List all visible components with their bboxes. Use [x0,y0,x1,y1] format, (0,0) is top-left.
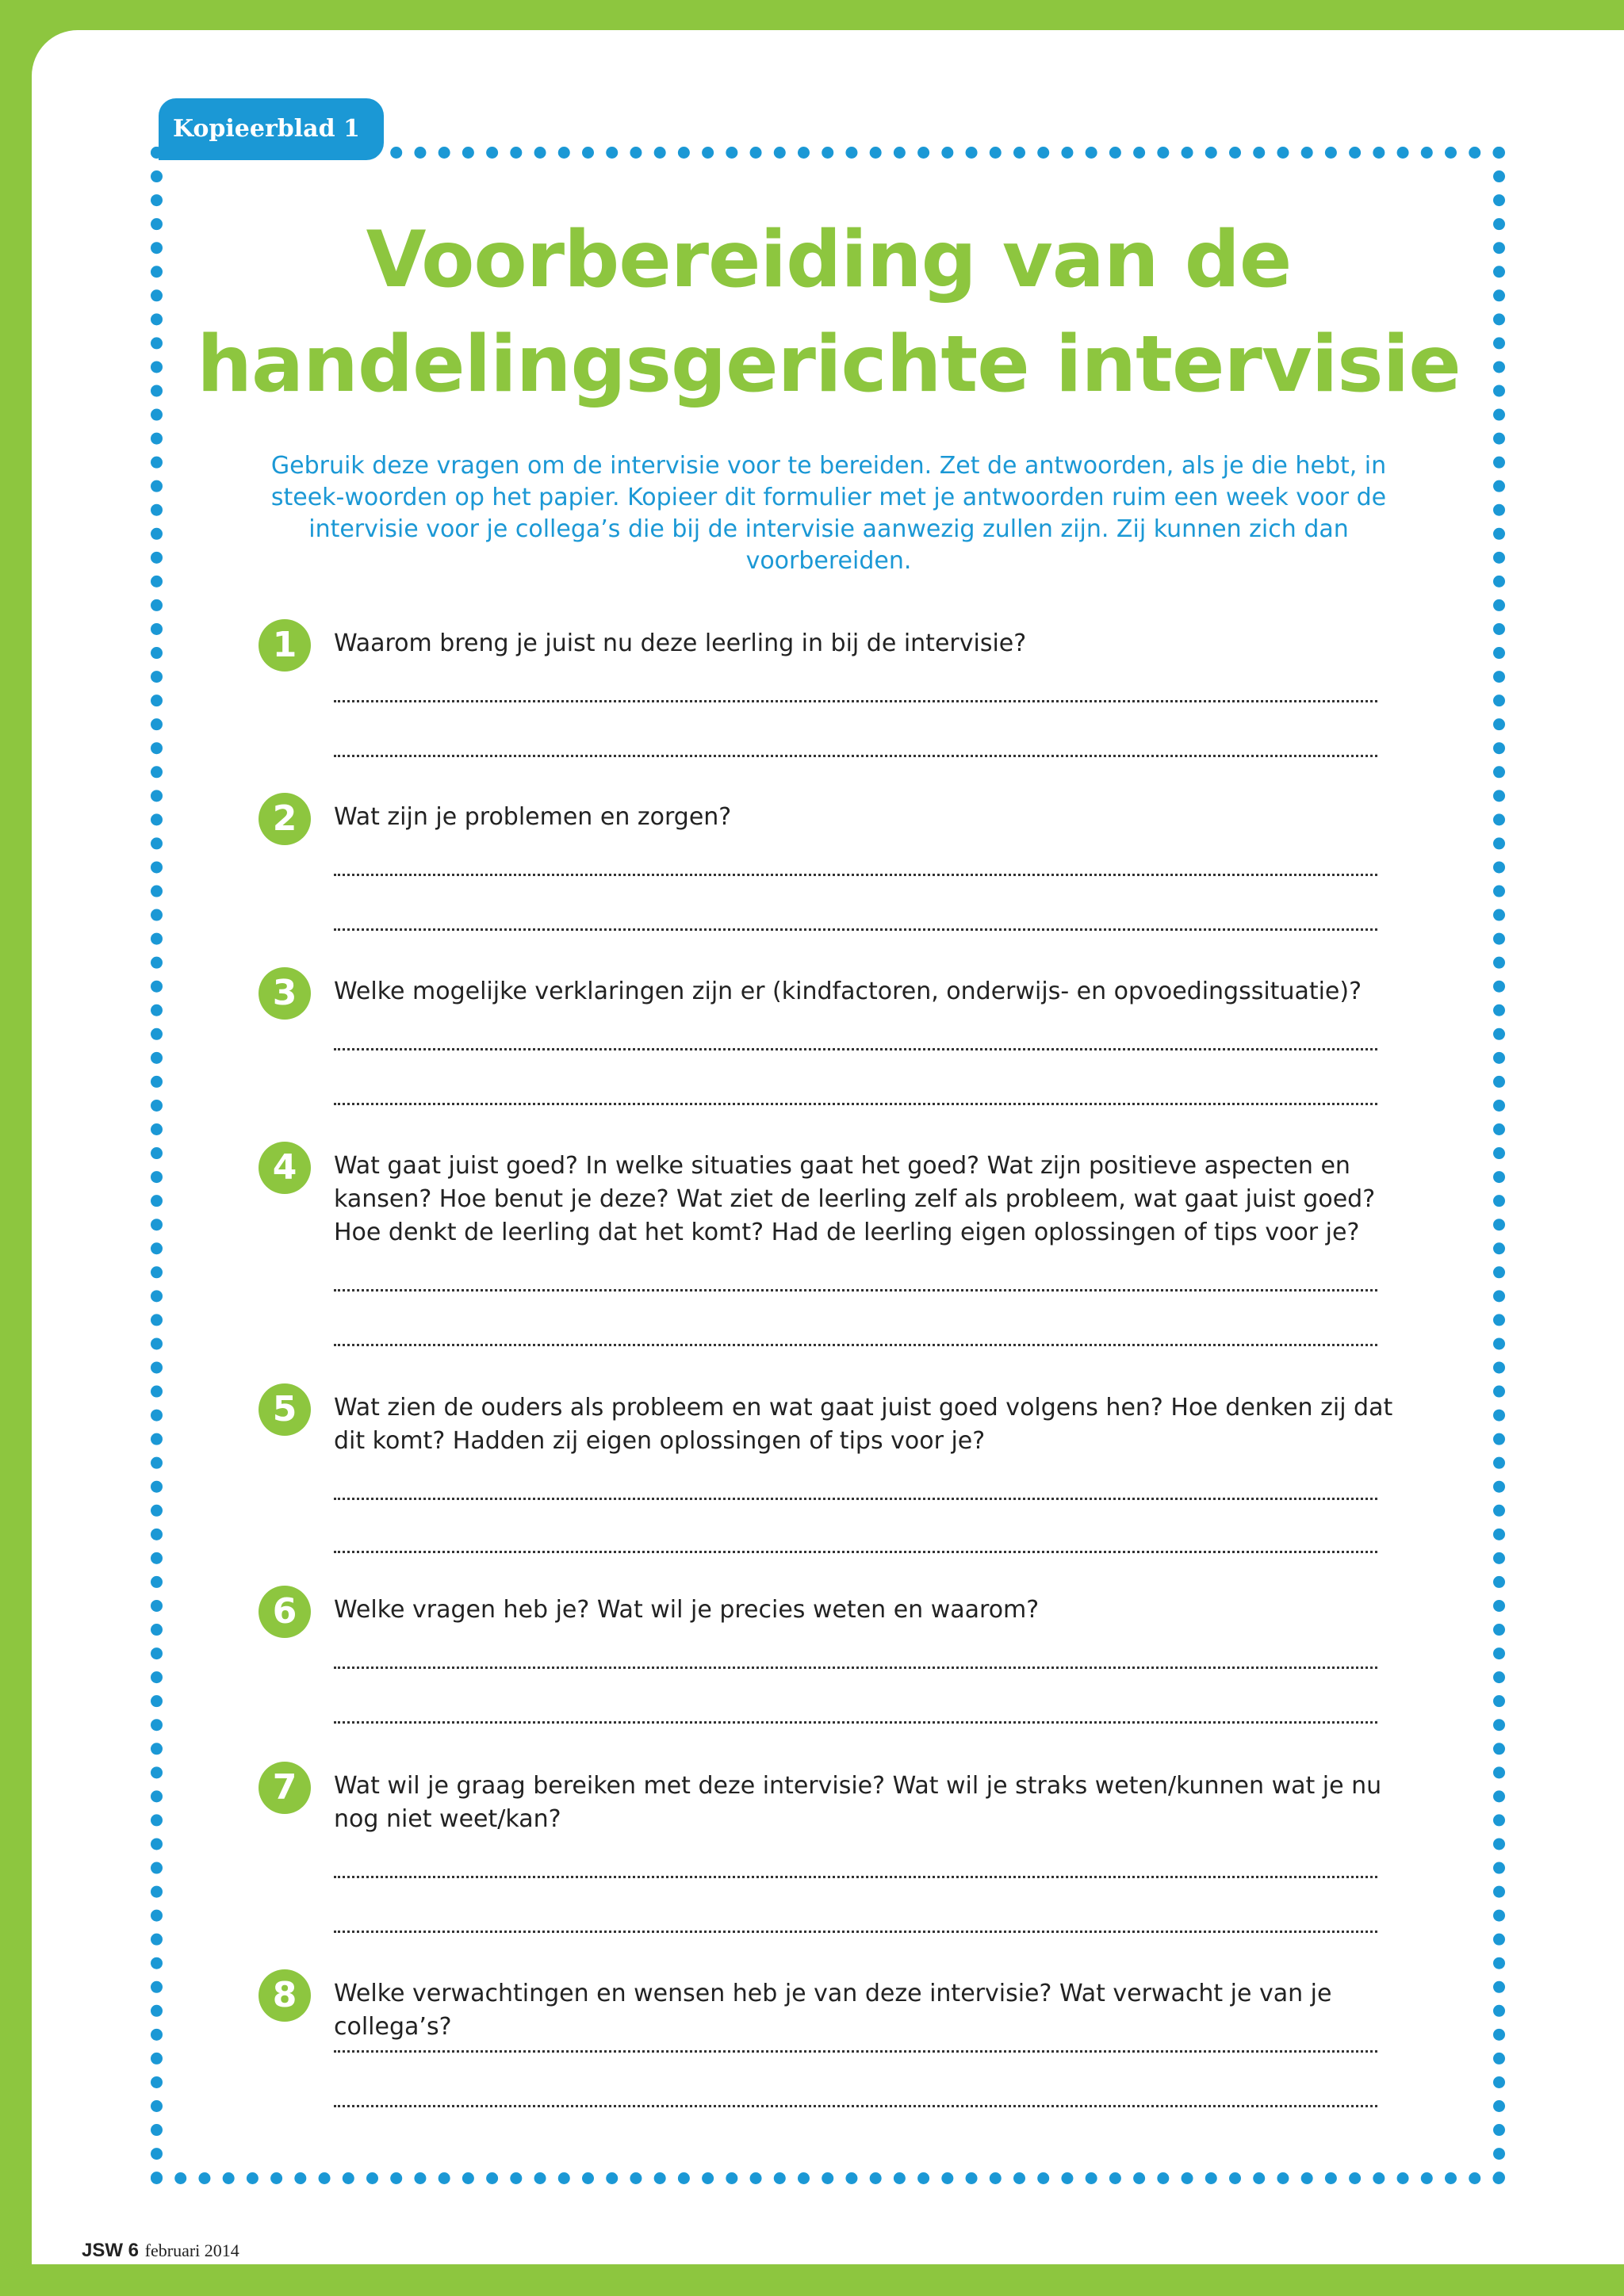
question-number: 3 [259,967,311,1020]
question-text: Wat zijn je problemen en zorgen? [334,803,732,831]
page-title: Voorbereiding van de handelingsgerichte intervisie [197,215,1461,410]
answer-line[interactable] [334,1048,1377,1050]
answer-line[interactable] [334,1876,1377,1878]
magazine-name: JSW 6 [82,2240,140,2261]
question-number: 7 [259,1762,311,1814]
intro-text: Gebruik deze vragen om de intervisie voor te bereiden. Zet de antwoorden, als je die hebt, in steek-woorden op het papier. Kopieer dit formulier met je antwoorden ruim een week voor de intervisie voor je collega’s die bij de intervisie aanwezig zullen zijn. Zij kunnen zich dan voorbereiden. [270,452,1387,575]
question-number: 4 [259,1142,311,1194]
question-text: Wat gaat juist goed? In welke situaties gaat het goed? Wat zijn positieve aspecten en kansen? Hoe benut je deze? Wat ziet de leerling zelf als probleem, wat gaat juist goed? Hoe denkt de leerling dat het komt? Had de leerling eigen oplossingen of tips voor je? [334,1152,1376,1246]
page-number: 26 [32,2232,70,2263]
answer-line[interactable] [334,700,1377,702]
question-number: 8 [259,1969,311,2022]
answer-line[interactable] [334,755,1377,757]
answer-line[interactable] [334,1498,1377,1500]
answer-line[interactable] [334,874,1377,876]
footer-magazine [82,2239,239,2262]
question-number: 2 [259,793,311,845]
answer-line[interactable] [334,1344,1377,1346]
answer-line[interactable] [334,2050,1377,2053]
question-text: Welke mogelijke verklaringen zijn er (kindfactoren, onderwijs- en opvoedingssituatie)? [334,978,1362,1005]
question-text: Wat wil je graag bereiken met deze intervisie? Wat wil je straks weten/kunnen wat je nu nog niet weet/kan? [334,1772,1382,1833]
question-text: Wat zien de ouders als probleem en wat gaat juist goed volgens hen? Hoe denken zij dat dit komt? Hadden zij eigen oplossingen of tips voor je? [334,1394,1393,1455]
question-text: Welke verwachtingen en wensen heb je van deze intervisie? Wat verwacht je van je collega’s? [334,1980,1332,2041]
question-number: 5 [259,1383,311,1436]
kopieerblad-tab: Kopieerblad 1 [159,98,384,160]
question-text: Welke vragen heb je? Wat wil je precies weten en waarom? [334,1596,1040,1624]
answer-line[interactable] [334,1667,1377,1669]
question-number: 6 [259,1586,311,1638]
answer-line[interactable] [334,1931,1377,1933]
answer-line[interactable] [334,928,1377,931]
answer-line[interactable] [334,2105,1377,2107]
answer-line[interactable] [334,1103,1377,1105]
question-text: Waarom breng je juist nu deze leerling in bij de intervisie? [334,629,1027,657]
question-number: 1 [259,619,311,672]
answer-line[interactable] [334,1721,1377,1724]
issue-date: februari 2014 [144,2241,239,2260]
answer-line[interactable] [334,1551,1377,1553]
answer-line[interactable] [334,1289,1377,1292]
